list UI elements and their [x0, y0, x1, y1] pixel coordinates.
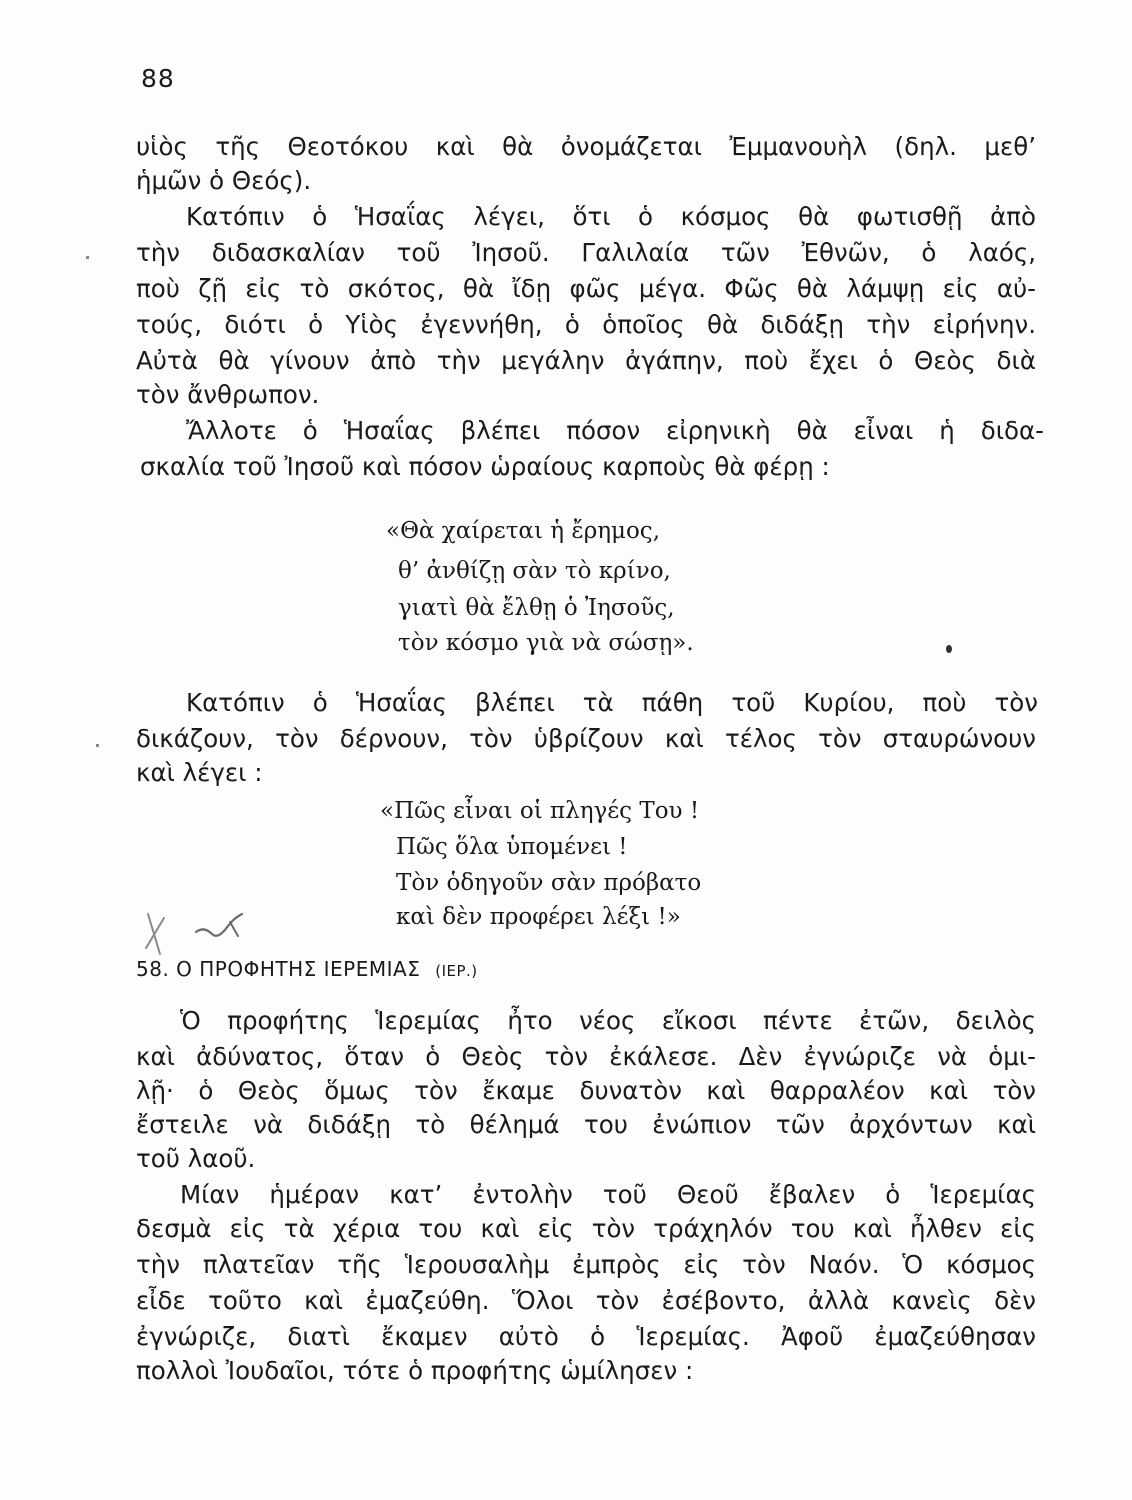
scan-speck — [86, 256, 89, 259]
body-line: εἶδε τοῦτο καὶ ἐμαζεύθη. Ὅλοι τὸν ἐσέβοντο, ἀλλὰ κανεὶς δὲν — [136, 1286, 1036, 1315]
ink-speck — [946, 645, 952, 653]
poem-line: Τὸν ὁδηγοῦν σὰν πρόβατο — [396, 870, 702, 896]
poem-line: τὸν κόσμο γιὰ νὰ σώσῃ». — [398, 630, 694, 656]
body-line: Μίαν ἡμέραν κατ’ ἐντολὴν τοῦ Θεοῦ ἔβαλεν ὁ Ἱερεμίας — [180, 1180, 1036, 1209]
page-number: 88 — [141, 64, 175, 93]
body-line: πολλοὶ Ἰουδαῖοι, τότε ὁ προφήτης ὡμίλησεν : — [136, 1356, 694, 1385]
poem-line: καὶ δὲν προφέρει λέξι !» — [396, 904, 681, 930]
body-line: τὴν διδασκαλίαν τοῦ Ἰησοῦ. Γαλιλαία τῶν Ἐθνῶν, ὁ λαός, — [136, 238, 1036, 267]
body-line: δικάζουν, τὸν δέρνουν, τὸν ὑβρίζουν καὶ τέλος τὸν σταυρώνουν — [136, 724, 1036, 753]
poem-line: «Πῶς εἶναι οἱ πληγές Του ! — [380, 798, 700, 824]
body-line: Αὐτὰ θὰ γίνουν ἀπὸ τὴν μεγάλην ἀγάπην, ποὺ ἔχει ὁ Θεὸς διὰ — [136, 346, 1036, 375]
body-line: τὴν πλατεῖαν τῆς Ἱερουσαλὴμ ἐμπρὸς εἰς τὸν Ναόν. Ὁ κόσμος — [136, 1250, 1036, 1279]
poem-line: θ’ ἀνθίζῃ σὰν τὸ κρίνο, — [398, 558, 671, 584]
body-line: λῇ· ὁ Θεὸς ὅμως τὸν ἔκαμε δυνατὸν καὶ θαρραλέον καὶ τὸν — [136, 1076, 1036, 1105]
poem-line: γιατὶ θὰ ἔλθῃ ὁ Ἰησοῦς, — [398, 595, 675, 621]
body-line: ἔστειλε νὰ διδάξῃ τὸ θέλημά του ἐνώπιον τῶν ἀρχόντων καὶ — [136, 1110, 1036, 1139]
body-line: ἐγνώριζε, διατὶ ἔκαμεν αὐτὸ ὁ Ἱερεμίας. Ἀφοῦ ἐμαζεύθησαν — [136, 1322, 1036, 1351]
section-heading — [136, 957, 478, 981]
body-line: ἡμῶν ὁ Θεός). — [136, 166, 312, 195]
section-title: Ο ΠΡΟΦΗΤΗΣ ΙΕΡΕΜΙΑΣ — [176, 957, 421, 981]
body-line: καὶ λέγει : — [136, 758, 263, 787]
section-reference: (ΙΕΡ.) — [435, 962, 478, 980]
body-line: Ἄλλοτε ὁ Ἡσαΐας βλέπει πόσον εἰρηνικὴ θὰ εἶναι ἡ διδα- — [186, 416, 1044, 445]
body-line: καὶ ἀδύνατος, ὅταν ὁ Θεὸς τὸν ἐκάλεσε. Δὲν ἐγνώριζε νὰ ὁμι- — [136, 1042, 1036, 1071]
body-line: ποὺ ζῇ εἰς τὸ σκότος, θὰ ἴδῃ φῶς μέγα. Φῶς θὰ λάμψῃ εἰς αὐ- — [136, 274, 1036, 303]
poem-line: Πῶς ὅλα ὑπομένει ! — [396, 834, 628, 860]
body-line: δεσμὰ εἰς τὰ χέρια του καὶ εἰς τὸν τράχηλόν του καὶ ἦλθεν εἰς — [136, 1214, 1036, 1243]
body-line: τούς, διότι ὁ Υἱὸς ἐγεννήθη, ὁ ὁποῖος θὰ διδάξῃ τὴν εἰρήνην. — [136, 310, 1036, 339]
body-line: Κατόπιν ὁ Ἡσαΐας λέγει, ὅτι ὁ κόσμος θὰ φωτισθῇ ἀπὸ — [186, 202, 1036, 231]
scan-speck — [96, 744, 99, 747]
body-line: Ὁ προφήτης Ἱερεμίας ἦτο νέος εἴκοσι πέντε ἐτῶν, δειλὸς — [180, 1006, 1036, 1035]
body-line: σκαλία τοῦ Ἰησοῦ καὶ πόσον ὡραίους καρποὺς θὰ φέρῃ : — [140, 452, 830, 481]
body-line: τοῦ λαοῦ. — [136, 1144, 256, 1173]
section-number: 58. — [136, 957, 170, 981]
body-line: υἱὸς τῆς Θεοτόκου καὶ θὰ ὀνομάζεται Ἐμμανουὴλ (δηλ. μεθ’ — [136, 132, 1036, 161]
body-line: Κατόπιν ὁ Ἡσαΐας βλέπει τὰ πάθη τοῦ Κυρίου, ποὺ τὸν — [186, 688, 1038, 717]
poem-line: «Θὰ χαίρεται ἡ ἔρημος, — [386, 518, 661, 544]
body-line: τὸν ἄνθρωπον. — [136, 380, 320, 409]
